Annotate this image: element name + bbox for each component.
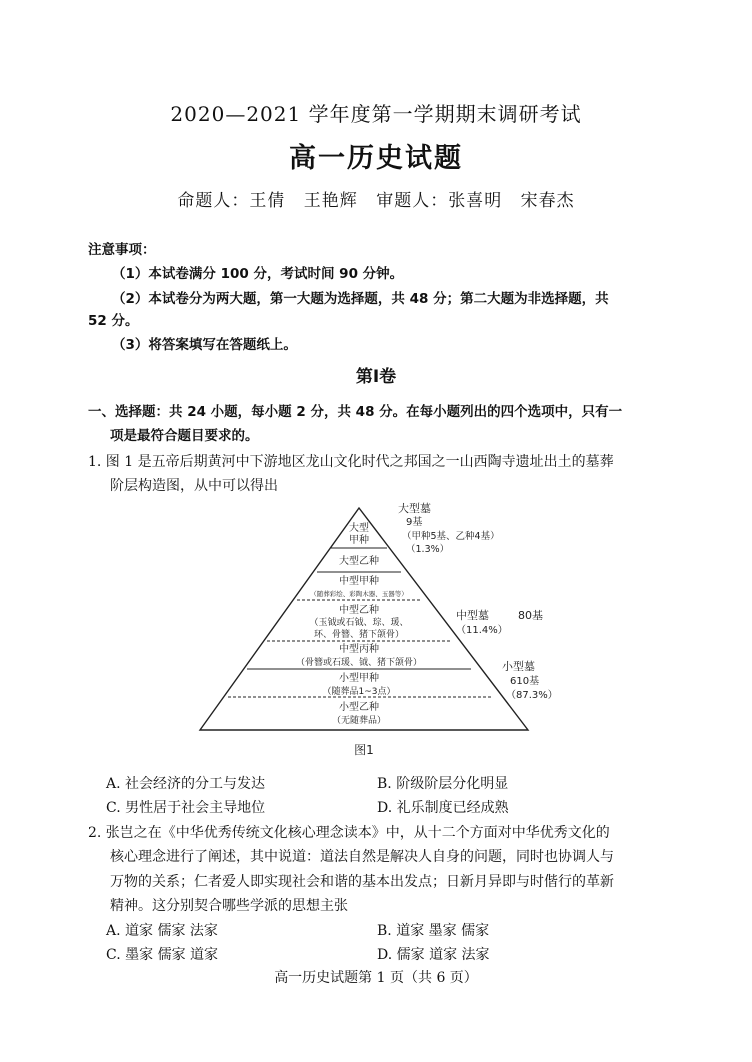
q1-line-2: 阶层构造图，从中可以得出 (110, 478, 278, 494)
q2-line-2: 核心理念进行了阐述，其中说道：道法自然是解决人自身的问题，同时也协调人与 (110, 849, 614, 865)
small-tomb-title: 小型墓 (502, 660, 535, 673)
q2-line-3: 万物的关系；仁者爱人即实现社会和谐的基本出发点；日新月异即与时偕行的革新 (110, 874, 614, 890)
medium-tomb-pct: （11.4%） (456, 625, 508, 636)
q2-line-1: 2. 张岂之在《中华优秀传统文化核心理念读本》中，从十二个方面对中华优秀文化的 (88, 825, 610, 841)
tier-4-label: 中型乙种 (339, 605, 379, 616)
q1-option-d: D. 礼乐制度已经成熟 (377, 800, 509, 816)
note-1: （1）本试卷满分 100 分，考试时间 90 分钟。 (112, 266, 404, 282)
large-tomb-pct: （1.3%） (406, 544, 450, 555)
large-tomb-detail: （甲种5基、乙种4基） (402, 531, 500, 542)
volume-title: 第Ⅰ卷 (355, 367, 397, 387)
q1-line-1: 1. 图 1 是五帝后期黄河中下游地区龙山文化时代之邦国之一山西陶寺遗址出土的墓葬 (88, 454, 614, 470)
reviewer-2: 宋春杰 (520, 191, 575, 211)
large-tomb-count: 9基 (406, 517, 423, 528)
tier-7-sub: （无随葬品） (331, 716, 387, 726)
q1-option-c: C. 男性居于社会主导地位 (106, 800, 266, 816)
tier-6-sub: （随葬品1~3点） (322, 687, 396, 697)
tier-7-label: 小型乙种 (339, 702, 379, 713)
q2-option-a: A. 道家 儒家 法家 (106, 923, 218, 939)
authors-line (0, 186, 752, 211)
q2-line-4: 精神。这分别契合哪些学派的思想主张 (110, 898, 348, 914)
tier-4-sub-2: 环、骨簪、猪下颌骨） (313, 630, 405, 640)
figure-caption: 图1 (354, 743, 374, 757)
q1-option-a: A. 社会经济的分工与发达 (106, 776, 266, 792)
medium-tomb-count: 80基 (518, 609, 543, 622)
author-2: 王艳辉 (303, 191, 358, 211)
subject-title: 高一历史试题 (289, 143, 463, 174)
q2-option-b: B. 道家 墨家 儒家 (377, 923, 490, 939)
tier-3-sub: （随葬彩绘、彩陶木器、玉器等） (310, 590, 408, 598)
author-1: 命题人：王倩 (177, 191, 286, 211)
section-1-line-2: 项是最符合题目要求的。 (110, 428, 259, 444)
medium-tomb-title: 中型墓 (456, 609, 489, 622)
tier-4-sub-1: （玉钺或石钺、琮、瑗、 (309, 618, 409, 628)
tier-1-label-b: 甲种 (349, 535, 369, 546)
large-tomb-title: 大型墓 (398, 502, 431, 515)
small-tomb-count: 610基 (510, 676, 540, 687)
figure-1-pyramid (180, 498, 580, 770)
page-footer: 高一历史试题第 1 页（共 6 页） (274, 970, 478, 986)
q1-option-b: B. 阶级阶层分化明显 (377, 776, 509, 792)
tier-6-label: 小型甲种 (339, 673, 379, 684)
tier-1-label-a: 大型 (349, 523, 369, 534)
note-2-line-2: 52 分。 (88, 313, 139, 329)
tier-5-sub: （骨簪或石瑗、钺、猪下颌骨） (295, 658, 423, 668)
q2-option-c: C. 墨家 儒家 道家 (106, 947, 219, 963)
reviewer-1: 审题人：张喜明 (376, 191, 503, 211)
tier-3-label: 中型甲种 (339, 576, 379, 587)
small-tomb-pct: （87.3%） (506, 690, 558, 701)
note-2-line-1: （2）本试卷分为两大题，第一大题为选择题，共 48 分；第二大题为非选择题，共 (112, 291, 609, 307)
tier-5-label: 中型丙种 (339, 644, 379, 655)
q2-option-d: D. 儒家 道家 法家 (377, 947, 490, 963)
note-3: （3）将答案填写在答题纸上。 (112, 337, 297, 353)
notes-heading: 注意事项： (88, 242, 156, 258)
section-1-line-1: 一、选择题：共 24 小题，每小题 2 分，共 48 分。在每小题列出的四个选项中，只有一 (88, 404, 623, 420)
tier-2-label: 大型乙种 (339, 556, 379, 567)
exam-title: 2020—2021 学年度第一学期期末调研考试 (170, 102, 582, 126)
